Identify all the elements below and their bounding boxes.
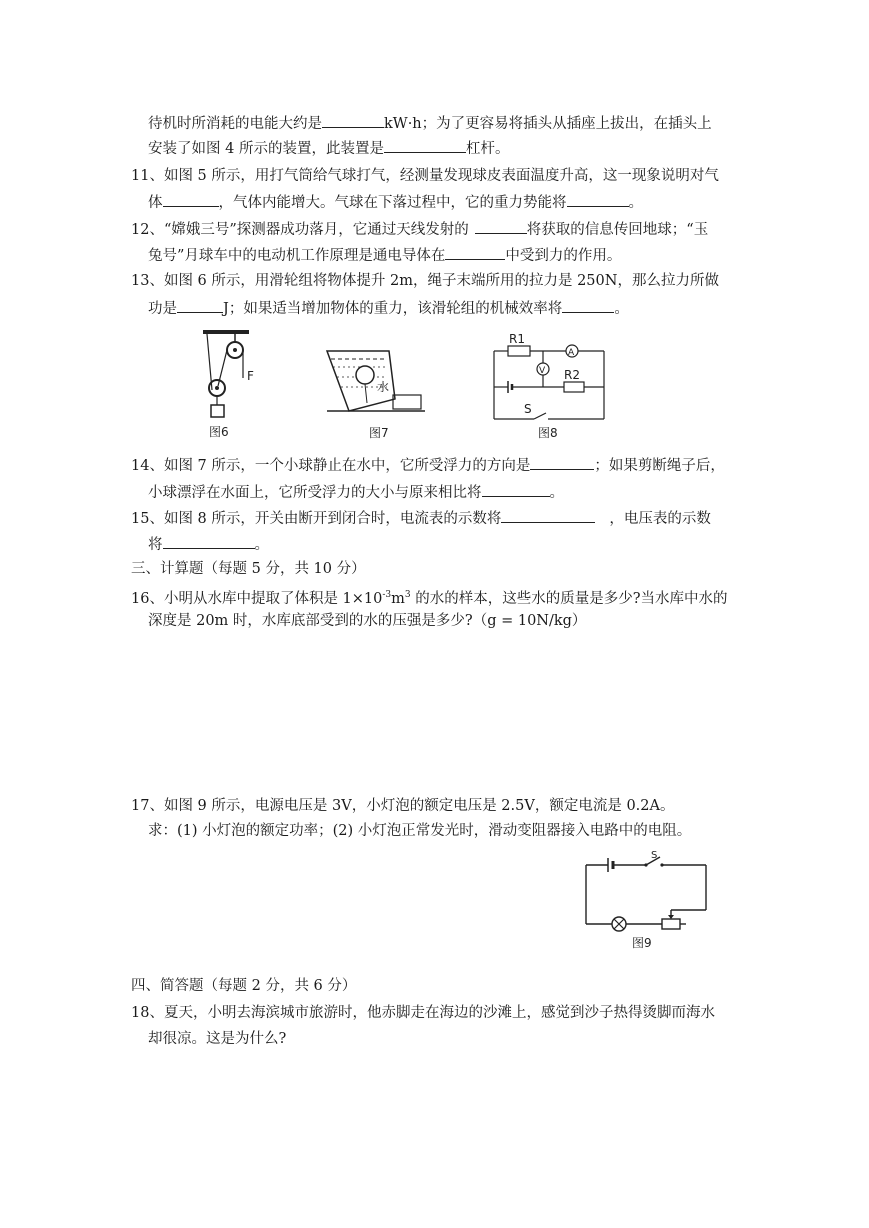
switch-label: S [524,402,532,416]
q13-line1: 13、如图 6 所示，用滑轮组将物体提升 2m，绳子末端所用的拉力是 250N，那么拉力所做 [131,273,719,289]
q10-line2: 安装了如图 4 所示的装置，此装置是 杠杆。 [148,137,509,159]
answer-blank[interactable] [501,507,595,523]
figure-6-pulley [195,328,275,443]
q11-line1: 11、如图 5 所示，用打气筒给气球打气，经测量发现球皮表面温度升高，这一现象说明对气 [131,168,719,184]
q15-line2: 将 。 [148,533,269,555]
q12-line1: 12、“嫦娥三号”探测器成功落月，它通过天线发射的 将获取的信息传回地球；“玉 [131,218,708,240]
switch-label: S [651,850,658,861]
r1-label: R1 [509,332,525,346]
q13-line2: 功是 J；如果适当增加物体的重力，该滑轮组的机械效率将 。 [148,297,629,319]
answer-blank[interactable] [163,191,219,207]
q10-line1: 待机时所消耗的电能大约是 kW·h；为了更容易将插头从插座上拔出，在插头上 [148,112,712,134]
q12-line2: 兔号”月球车中的电动机工作原理是通电导体在 中受到力的作用。 [148,244,621,266]
q11-line2: 体 ，气体内能增大。气球在下落过程中，它的重力势能将 。 [148,191,643,213]
r2-label: R2 [564,368,580,382]
section-3-heading: 三、计算题（每题 5 分，共 10 分） [131,561,366,577]
figure-8-circuit [488,332,613,447]
ammeter-label: A [568,348,575,358]
answer-blank[interactable] [445,244,505,260]
answer-blank[interactable] [384,137,466,153]
figure-9-caption: 图9 [632,936,652,950]
q14-line2: 小球漂浮在水面上，它所受浮力的大小与原来相比将 。 [148,481,564,503]
answer-blank[interactable] [475,218,527,234]
answer-blank[interactable] [562,297,614,313]
q17-line1: 17、如图 9 所示，电源电压是 3V，小灯泡的额定电压是 2.5V，额定电流是 0.2A。 [131,798,675,814]
answer-blank[interactable] [530,454,594,470]
answer-blank[interactable] [163,533,255,549]
voltmeter-label: V [539,366,546,376]
q16-line1: 16、小明从水库中提取了体积是 $1\times 10^{-3}m^3$ 的水的样本，这些水的质量是多少?当水库中水的 [131,590,728,607]
force-label: F [247,369,254,383]
answer-blank[interactable] [177,297,223,313]
water-label: 水 [377,380,390,394]
q17-line2: 求：(1) 小灯泡的额定功率；(2) 小灯泡正常发光时，滑动变阻器接入电路中的电阻。 [148,823,692,839]
q18-line2: 却很凉。这是为什么? [148,1031,287,1047]
answer-blank[interactable] [567,191,629,207]
figure-9-circuit [580,852,715,952]
figure-8-caption: 图8 [538,426,558,440]
figure-6-caption: 图6 [209,425,229,439]
q14-line1: 14、如图 7 所示，一个小球静止在水中，它所受浮力的方向是 ；如果剪断绳子后， [131,454,725,476]
figure-7-ball-in-water [325,345,435,445]
q15-line1: 15、如图 8 所示，开关由断开到闭合时，电流表的示数将 ，电压表的示数 [131,507,711,529]
q18-line1: 18、夏天，小明去海滨城市旅游时，他赤脚走在海边的沙滩上，感觉到沙子热得烫脚而海水 [131,1005,715,1021]
figure-7-caption: 图7 [369,426,389,440]
section-4-heading: 四、简答题（每题 2 分，共 6 分） [131,978,357,994]
answer-blank[interactable] [322,112,384,128]
q16-line2: 深度是 20m 时，水库底部受到的水的压强是多少?（g = 10N/kg） [148,613,587,629]
answer-blank[interactable] [482,481,550,497]
